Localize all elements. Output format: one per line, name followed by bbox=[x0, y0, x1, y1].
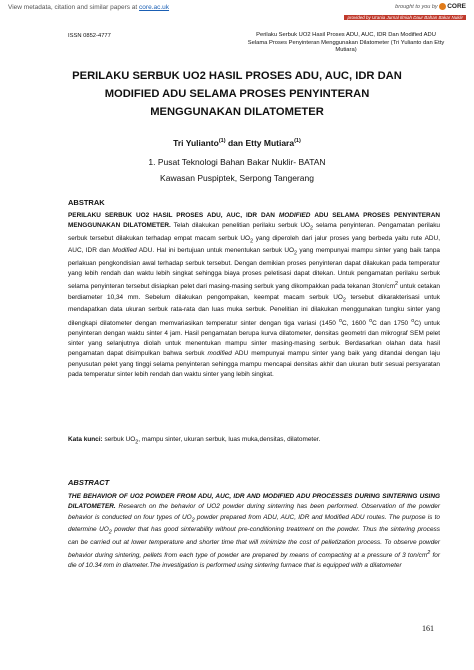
paper-title bbox=[40, 67, 434, 121]
abstract-body: THE BEHAVIOR OF UO2 POWDER FROM ADU, AUC, IDR AND MODIFIED ADU PROCESSES DURING SINTERING USING DILATOMETER. Research on the behavior of UO2 powder during sinterring has been performed. Observation of the powder behavior is conducted on four types of $UO_2$ powder prepared from ADU, AUC, IDR and Modified ADU routes. The purpose is to determine $UO_2$ powder that has good sinterability without pre-conditioning treatment on the powder. Thus the sintering process can be carried out at lower temperature and shorter time that will minimize the cost of pelletization process. To observe powder behavior during sintering, pellets from each type of powder are prepared by means of compacting at a pressure of 3 ton/$cm^2$ for die of 10.34 mm in diameter.The investigation is performed using sintering furnace that is equipped with a dilatometer bbox=[68, 493, 440, 570]
core-metadata-link[interactable]: View metadata, citation and similar papers at core.ac.uk bbox=[8, 4, 170, 11]
core-link[interactable]: core.ac.uk bbox=[139, 4, 170, 11]
core-brand[interactable]: brought to you by CORE bbox=[395, 3, 466, 10]
author-1: Tri Yulianto bbox=[173, 138, 219, 148]
title-line-1: PERILAKU SERBUK UO2 HASIL PROSES ADU, AUC, IDR DAN bbox=[72, 70, 402, 82]
provided-by-label[interactable]: provided by Urania Jurnal Ilmiah Daur Bahan Bakar Nuklir bbox=[344, 15, 466, 20]
title-line-2: MODIFIED ADU SELAMA PROSES PENYINTERAN bbox=[104, 88, 370, 100]
running-title: Perilaku Serbuk UO2 Hasil Proses ADU, AUC, IDR Dan Modified ADU Selama Proses Penyinteran Menggunakan Dilatometer (Tri Yulianto dan Etty Mutiara) bbox=[247, 32, 445, 53]
abstract-heading: ABSTRACT bbox=[68, 478, 110, 487]
core-logo-icon bbox=[439, 3, 446, 10]
core-banner bbox=[0, 0, 474, 23]
abstrak-body: PERILAKU SERBUK UO2 HASIL PROSES ADU, AUC, IDR DAN MODIFIED ADU SELAMA PROSES PENYINTERAN MENGGUNAKAN DILATOMETER. Telah dilakukan penelitian perilaku serbuk $UO_2$ selama penyinteran. Pengamatan perilaku serbuk tersebut dilakukan terhadap empat macam serbuk $UO_2$ yang diperoleh dari jalur proses yang berbeda yaitu rute ADU, AUC, IDR dan Modified ADU. Hal ini bertujuan untuk menentukan serbuk $UO_2$ yang mempunyai mampu sinter yang baik tanpa perlakuan pengkondisian awal terhadap serbuk tersebut. Dengan demikian proses penyinteran dapat dilakukan pada temperatur yang lebih rendah dan waktu lebih singkat sehingga biaya proses peletisasi dapat ditekan. Untuk pengamatan perilaku serbuk selama penyinteran tersebut disiapkan pelet dari masing-masing serbuk yang dikompakkan pada tekanan $3ton/cm^2$ untuk cetakan berdiameter 10,34 mm. Sebelum dilakukan pengompakan, keempat macam serbuk $UO_2$ tersebut dikarakterisasi untuk mendapatkan data ukuran serbuk rata-rata dan luas muka serbuk. Penelitian ini dilakukan menggunakan tungku sinter yang dilengkapi dilatometer dengan memvariasikan temperatur sinter dengan tiga variasi (1450 $^o$C, 1600 $^o$C dan 1750 $^o$C) untuk penyinteran dengan waktu sinter 4 jam. Hasil pengamatan berupa kurva dilatometer, densitas geometri dan mikrograf SEM pelet sinter yang selanjutnya diolah untuk menentukan mampu sinter masing-masing serbuk. Berdasarkan olahan data hasil pengamatan dapat disimpulkan bahwa serbuk modified ADU mempunyai mampu sinter yang baik yang ditandai dengan laju penyusutan pelet yang tinggi selama penyinteran sehingga mampu mencapai densitas akhir dan ukuran butir sesuai persyaratan pada temperatur sinter lebih rendah dan waktu sinter yang lebih singkat. bbox=[68, 212, 441, 378]
issn: ISSN 0852-4777 bbox=[68, 33, 111, 39]
authors: Tri Yulianto$^{(1)}$ dan Etty Mutiara$^{(1)}$ bbox=[173, 138, 301, 148]
keywords: Kata kunci: serbuk $UO_2$, mampu sinter, ukuran serbuk, luas muka,densitas, dilatometer. bbox=[68, 436, 321, 446]
author-2: Etty Mutiara bbox=[245, 138, 295, 148]
abstrak-heading: ABSTRAK bbox=[68, 198, 105, 207]
page-number: 161 bbox=[422, 624, 434, 633]
affiliation: 1. Pusat Teknologi Bahan Bakar Nuklir- BATAN Kawasan Puspiptek, Serpong Tangerang bbox=[148, 157, 326, 183]
title-line-3: MENGGUNAKAN DILATOMETER bbox=[150, 106, 324, 118]
